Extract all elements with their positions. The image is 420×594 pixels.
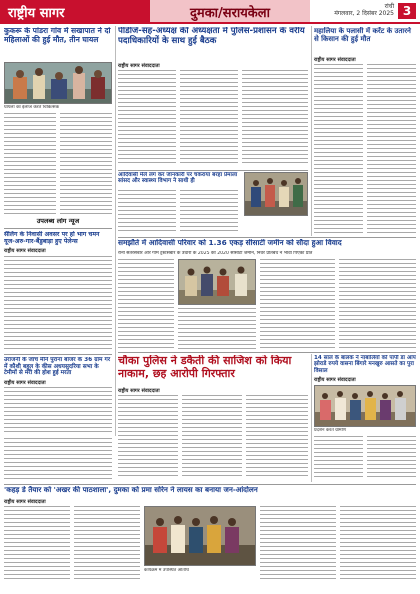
masthead bbox=[0, 0, 420, 22]
center-top-text-3 bbox=[242, 70, 308, 166]
bottom-rule bbox=[4, 484, 416, 485]
right-mid-byline: राष्ट्रीय सागर संवाददाता bbox=[314, 377, 356, 383]
center-lower-text-2 bbox=[182, 395, 242, 479]
bottom-text-1 bbox=[4, 506, 70, 580]
left-mid-byline: राष्ट्रीय सागर संवाददाता bbox=[4, 248, 46, 254]
center-top-headline: पीडीजे-सह-अध्यक्ष की अध्यक्षता में पुलिस-प्रशासन के वरीय पदाधिकारियों के साथ हुई बैठक bbox=[118, 27, 305, 46]
left-photo bbox=[4, 62, 112, 104]
left-section-label: उपलब्ध लोग न्यूज bbox=[36, 218, 80, 225]
column-divider-left bbox=[115, 26, 116, 436]
center-mid-text-1 bbox=[118, 190, 176, 234]
left-mid-text bbox=[4, 256, 112, 352]
center-lower-text-1 bbox=[118, 395, 178, 479]
bottom-photo-image bbox=[145, 507, 256, 566]
right-mid-text-2 bbox=[367, 436, 416, 480]
center-mid-headline: आदिवासी मेले लग कर जानकारी पर चकराया बरहा प्रेमाला सांसद और स्वास्थ्य विभाग ने साथी ही bbox=[118, 172, 238, 185]
banner-text-1 bbox=[118, 259, 174, 349]
bottom-text-2 bbox=[74, 506, 140, 580]
right-mid-photo-caption: प्रदर्शन करते ग्रामीण bbox=[314, 428, 347, 433]
center-mid-text-2 bbox=[180, 190, 238, 234]
right-top-text-1 bbox=[314, 64, 363, 234]
left-rule-2 bbox=[4, 354, 112, 355]
center-mid-photo-image bbox=[245, 173, 308, 216]
banner-text-3 bbox=[260, 259, 335, 349]
center-mid-photo bbox=[244, 172, 308, 216]
right-top-byline: राष्ट्रीय सागर संवाददाता bbox=[314, 57, 356, 63]
banner-photo bbox=[178, 259, 256, 305]
banner-headline: समझौते में आदिवासी परिवार को 1.36 एकड़ सीसार्टी जमीन को सौदा हुआ विवाद bbox=[118, 239, 342, 247]
masthead-left bbox=[0, 0, 150, 22]
masthead-right bbox=[310, 0, 420, 22]
center-rule-2 bbox=[118, 352, 416, 353]
right-mid-photo bbox=[314, 385, 416, 427]
column-divider-right-2 bbox=[311, 354, 312, 482]
banner-text-4 bbox=[339, 259, 416, 349]
bottom-photo-caption: कार्यक्रम में उपस्थित अतिथि bbox=[144, 568, 189, 573]
left-text-col-2 bbox=[60, 113, 112, 217]
center-rule-1 bbox=[118, 170, 308, 171]
left-lower-byline: राष्ट्रीय सागर संवाददाता bbox=[4, 380, 46, 386]
masthead-center bbox=[150, 0, 310, 22]
right-mid-photo-image bbox=[315, 386, 416, 427]
bottom-headline: 'कहड़ डे तैयार को 'अखर की पाठशाला', दुमका को प्रमा सोरेन ने लायस का बनाया जन-आंदोलन bbox=[4, 486, 258, 494]
left-photo-caption: घायलों का इलाज करते चिकित्सक bbox=[4, 105, 60, 110]
bottom-text-3 bbox=[260, 506, 336, 580]
masthead-date bbox=[334, 3, 394, 17]
bottom-byline: राष्ट्रीय सागर संवाददाता bbox=[4, 499, 46, 505]
bottom-text-4 bbox=[340, 506, 416, 580]
left-lower-headline: उराजनी के जांच मीने पुराना बाजर के 36 ग्राम गर में कौशी बहुल के कीस अधयसुदरिया सभा के टेमीमों से मरी की होश हुई मरता bbox=[4, 357, 111, 377]
masthead-date-text: मंगलवार, 2 दिसंबर 2025 bbox=[334, 10, 394, 17]
banner-photo-image bbox=[179, 260, 256, 305]
masthead-city: रांची bbox=[384, 3, 394, 10]
center-top-text-1 bbox=[118, 70, 176, 166]
center-top-byline: राष्ट्रीय सागर संवाददाता bbox=[118, 63, 160, 69]
left-mid-headline: सैलिंग के निवासी अवसर पर हो भाग चमन यूज-अरु-गार-बैंडुबाड़ा हुए पेलेन्स bbox=[4, 231, 100, 246]
right-mid-headline: 14 साल के बालक ने नाबालिग़ों को पापी डा आप झोराडे रुपये वासना बिंगारे मनखुरु आसते का पुरा विसाल bbox=[314, 355, 416, 374]
right-top-text-2 bbox=[367, 64, 416, 234]
right-mid-text-1 bbox=[314, 436, 363, 480]
center-lower-byline: राष्ट्रीय सागर संवाददाता bbox=[118, 388, 160, 394]
left-photo-image bbox=[5, 63, 112, 104]
left-text-col-1 bbox=[4, 113, 56, 217]
right-top-headline: महालिया के पलासी में करेंट के उतारने से किसान की हुई मौत bbox=[314, 27, 411, 44]
masthead-center-title: दुमका/सरायकेला bbox=[190, 6, 270, 21]
left-headline: कुकरू के पांडरा गांव में सखापात ने दो महिलाओं की हुई मौत, तीन घायल bbox=[4, 27, 111, 44]
masthead-rule bbox=[0, 22, 420, 24]
left-lower-text-2 bbox=[4, 438, 112, 482]
banner-subline: रानी सतरसबार और गाम ट्रस्टसबार के उधारी के 2025 की 2020 सीसाटी जमीन, निवर प्रतिबंध ने भावों पिएका प्रांत bbox=[118, 251, 313, 256]
column-divider-right bbox=[311, 26, 312, 236]
center-lower-headline: चौका पुलिस ने डकैती की साजिश को किया नाकाम, छह आरोपी गिरफ्तार bbox=[118, 355, 292, 380]
banner-text-2 bbox=[178, 308, 256, 349]
bottom-photo bbox=[144, 506, 256, 566]
center-top-text-2 bbox=[180, 70, 238, 166]
left-lower-text bbox=[4, 387, 112, 435]
masthead-left-title: राष्ट्रीय सागर bbox=[8, 6, 65, 21]
page-number: 3 bbox=[398, 3, 416, 19]
banner-rule-top bbox=[118, 237, 416, 238]
center-lower-text-3 bbox=[246, 395, 308, 479]
left-rule-1 bbox=[4, 228, 112, 229]
